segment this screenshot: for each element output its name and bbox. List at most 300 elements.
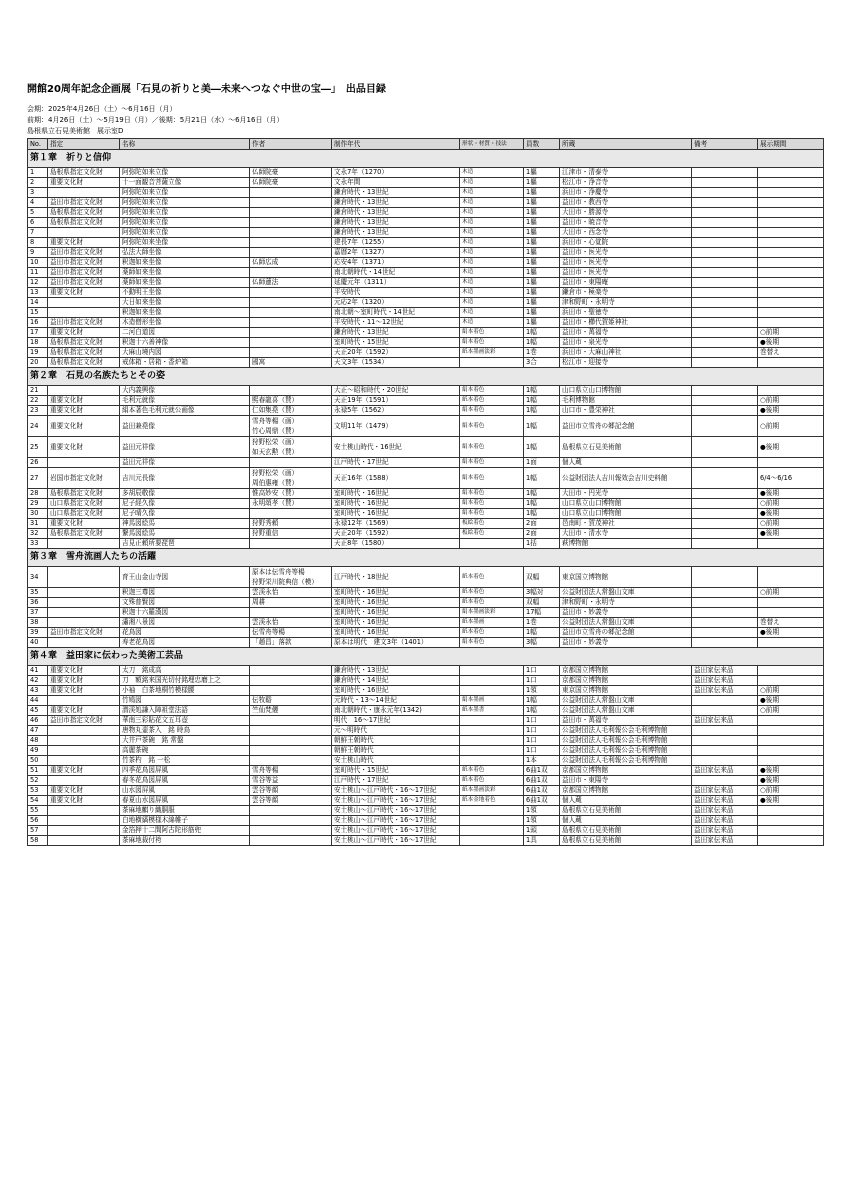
cell-collection: 益田市・医光寺 bbox=[560, 258, 692, 268]
cell-artist: 仏師院豪 bbox=[250, 178, 332, 188]
cell-medium: 木造 bbox=[460, 218, 524, 228]
cell-artist: 熙春龍喜（賛） bbox=[250, 396, 332, 406]
cell-designation bbox=[48, 188, 120, 198]
col-header-designation: 指定 bbox=[48, 139, 120, 150]
cell-designation: 岩国市指定文化財 bbox=[48, 468, 120, 489]
cell-artist: 狩野松栄（画） 如天玄勲（賛） bbox=[250, 437, 332, 458]
cell-display-period bbox=[758, 238, 824, 248]
cell-date: 室町時代・15世紀 bbox=[332, 766, 460, 776]
table-row bbox=[28, 826, 824, 836]
cell-collection: 島根県立石見美術館 bbox=[560, 836, 692, 846]
cell-medium: 紙本着色 bbox=[460, 567, 524, 588]
cell-notes bbox=[692, 298, 758, 308]
table-row bbox=[28, 796, 824, 806]
cell-display-period bbox=[758, 358, 824, 368]
cell-display-period bbox=[758, 836, 824, 846]
cell-artist: 雲渓永怡 bbox=[250, 618, 332, 628]
cell-item-no: 45 bbox=[28, 706, 48, 716]
cell-item-no: 40 bbox=[28, 638, 48, 648]
cell-item-no: 4 bbox=[28, 198, 48, 208]
cell-date: 永禄12年（1569） bbox=[332, 519, 460, 529]
cell-item-name: 阿弥陀如来立像 bbox=[120, 208, 250, 218]
col-header-display-period: 展示期間 bbox=[758, 139, 824, 150]
cell-collection: 京都国立博物館 bbox=[560, 766, 692, 776]
cell-medium: 絹本着色 bbox=[460, 386, 524, 396]
cell-artist: 仏師広成 bbox=[250, 258, 332, 268]
cell-medium: 絹本着色 bbox=[460, 328, 524, 338]
cell-notes bbox=[692, 268, 758, 278]
cell-display-period bbox=[758, 676, 824, 686]
cell-artist bbox=[250, 248, 332, 258]
cell-collection: 個人蔵 bbox=[560, 458, 692, 468]
cell-count: 1軀 bbox=[524, 318, 560, 328]
cell-item-name: 華南三彩貼花文五耳壺 bbox=[120, 716, 250, 726]
table-row bbox=[28, 836, 824, 846]
table-row bbox=[28, 676, 824, 686]
cell-artist bbox=[250, 826, 332, 836]
cell-notes bbox=[692, 746, 758, 756]
table-row bbox=[28, 386, 824, 396]
cell-artist bbox=[250, 716, 332, 726]
cell-collection: 京都国立博物館 bbox=[560, 676, 692, 686]
cell-artist bbox=[250, 228, 332, 238]
cell-notes bbox=[692, 509, 758, 519]
cell-display-period bbox=[758, 218, 824, 228]
cell-date: 元応2年（1320） bbox=[332, 298, 460, 308]
cell-date: 朝鮮王朝時代 bbox=[332, 736, 460, 746]
cell-artist: 竺仙梵僊 bbox=[250, 706, 332, 716]
cell-item-name: 春夏山水図屏風 bbox=[120, 796, 250, 806]
cell-notes bbox=[692, 696, 758, 706]
cell-collection: 益田市・教西寺 bbox=[560, 198, 692, 208]
cell-notes bbox=[692, 318, 758, 328]
cell-notes: 益田家伝来品 bbox=[692, 716, 758, 726]
cell-date: 南北朝～室町時代・14世紀 bbox=[332, 308, 460, 318]
cell-notes bbox=[692, 348, 758, 358]
cell-count: 1頭 bbox=[524, 826, 560, 836]
cell-date: 天正19年（1591） bbox=[332, 396, 460, 406]
cell-count: 2面 bbox=[524, 529, 560, 539]
cell-designation: 益田市指定文化財 bbox=[48, 628, 120, 638]
cell-notes bbox=[692, 188, 758, 198]
cell-medium: 紙本着色 bbox=[460, 628, 524, 638]
col-header-name: 名称 bbox=[120, 139, 250, 150]
cell-notes bbox=[692, 416, 758, 437]
cell-item-name: 尼子晴久像 bbox=[120, 509, 250, 519]
cell-date: 元時代・13～14世紀 bbox=[332, 696, 460, 706]
cell-medium: 絹本着色 bbox=[460, 416, 524, 437]
cell-collection: 山口県立山口博物館 bbox=[560, 499, 692, 509]
cell-designation: 島根県指定文化財 bbox=[48, 358, 120, 368]
cell-item-no: 50 bbox=[28, 756, 48, 766]
cell-collection: 津和野町・永明寺 bbox=[560, 598, 692, 608]
cell-designation: 島根県指定文化財 bbox=[48, 529, 120, 539]
cell-count: 6曲1双 bbox=[524, 776, 560, 786]
cell-collection: 益田市・東陽庵 bbox=[560, 278, 692, 288]
cell-date: 南北朝時代・14世紀 bbox=[332, 268, 460, 278]
cell-notes bbox=[692, 736, 758, 746]
cell-count: 1幅 bbox=[524, 338, 560, 348]
cell-designation: 重要文化財 bbox=[48, 666, 120, 676]
table-row bbox=[28, 509, 824, 519]
table-row bbox=[28, 638, 824, 648]
cell-medium: 紙本墨画淡彩 bbox=[460, 786, 524, 796]
cell-collection: 松江市・迎接寺 bbox=[560, 358, 692, 368]
cell-item-no: 18 bbox=[28, 338, 48, 348]
cell-display-period: ●後期 bbox=[758, 509, 824, 519]
cell-medium: 紙本金地着色 bbox=[460, 796, 524, 806]
cell-count: 1軀 bbox=[524, 218, 560, 228]
cell-count: 1軀 bbox=[524, 278, 560, 288]
chapter-title: 第２章 石見の名族たちとその姿 bbox=[28, 368, 824, 386]
table-row bbox=[28, 746, 824, 756]
cell-date: 元～明時代 bbox=[332, 726, 460, 736]
cell-item-name: 唐物丸壷茶入 銘 時鳥 bbox=[120, 726, 250, 736]
cell-date: 天正16年（1588） bbox=[332, 468, 460, 489]
cell-artist bbox=[250, 806, 332, 816]
cell-designation: 島根県指定文化財 bbox=[48, 338, 120, 348]
cell-count: 双幅 bbox=[524, 598, 560, 608]
cell-medium bbox=[460, 539, 524, 549]
cell-item-name: 潜渓処謙入障祖堂法語 bbox=[120, 706, 250, 716]
cell-artist bbox=[250, 308, 332, 318]
cell-display-period bbox=[758, 248, 824, 258]
cell-count: 1軀 bbox=[524, 268, 560, 278]
cell-collection: 松江市・浄音寺 bbox=[560, 178, 692, 188]
cell-designation: 重要文化財 bbox=[48, 519, 120, 529]
table-row bbox=[28, 358, 824, 368]
cell-artist: 永明頌孝（賛） bbox=[250, 499, 332, 509]
cell-display-period bbox=[758, 826, 824, 836]
cell-date: 天正20年（1592） bbox=[332, 348, 460, 358]
cell-collection: 益田市・医光寺 bbox=[560, 268, 692, 278]
cell-count: 1幅 bbox=[524, 489, 560, 499]
cell-collection: 益田市・妙義寺 bbox=[560, 638, 692, 648]
chapter-heading-row bbox=[28, 648, 824, 666]
cell-notes bbox=[692, 608, 758, 618]
table-row bbox=[28, 238, 824, 248]
cell-medium: 木造 bbox=[460, 178, 524, 188]
cell-designation bbox=[48, 726, 120, 736]
cell-collection: 益田市・妙義寺 bbox=[560, 608, 692, 618]
cell-item-no: 11 bbox=[28, 268, 48, 278]
cell-artist: 狩野秀頼 bbox=[250, 519, 332, 529]
cell-collection: 益田市・萬福寺 bbox=[560, 716, 692, 726]
cell-date: 江戸時代・17世紀 bbox=[332, 458, 460, 468]
cell-artist: 狩野松栄（画） 周伯惠雍（賛） bbox=[250, 468, 332, 489]
cell-display-period bbox=[758, 608, 824, 618]
table-row bbox=[28, 406, 824, 416]
table-row bbox=[28, 588, 824, 598]
cell-medium: 木造 bbox=[460, 278, 524, 288]
table-row bbox=[28, 298, 824, 308]
cell-item-name: 四季花鳥図屏風 bbox=[120, 766, 250, 776]
cell-artist: 國寓 bbox=[250, 358, 332, 368]
cell-count: 1幅 bbox=[524, 416, 560, 437]
cell-artist: 雲谷等顔 bbox=[250, 796, 332, 806]
cell-date: 建長7年（1255） bbox=[332, 238, 460, 248]
cell-artist: 「趙昌」落款 bbox=[250, 638, 332, 648]
cell-artist: 狩野重信 bbox=[250, 529, 332, 539]
cell-medium bbox=[460, 816, 524, 826]
cell-collection: 島根県立石見美術館 bbox=[560, 437, 692, 458]
table-row bbox=[28, 416, 824, 437]
cell-item-name: 多胡辰敬像 bbox=[120, 489, 250, 499]
cell-count: 1面 bbox=[524, 458, 560, 468]
cell-display-period bbox=[758, 268, 824, 278]
table-row bbox=[28, 726, 824, 736]
cell-item-name: 大日如来坐像 bbox=[120, 298, 250, 308]
cell-item-name: 阿弥陀如来坐像 bbox=[120, 238, 250, 248]
cell-medium: 絹本着色 bbox=[460, 499, 524, 509]
cell-item-no: 1 bbox=[28, 168, 48, 178]
table-row bbox=[28, 618, 824, 628]
cell-medium: 木造 bbox=[460, 228, 524, 238]
cell-item-name: 弘法大師坐像 bbox=[120, 248, 250, 258]
cell-notes: 益田家伝来品 bbox=[692, 686, 758, 696]
cell-date: 室町時代・16世紀 bbox=[332, 598, 460, 608]
cell-date: 安土桃山～江戸時代・16～17世紀 bbox=[332, 806, 460, 816]
cell-artist: 伝牧谿 bbox=[250, 696, 332, 706]
cell-medium: 絹本着色 bbox=[460, 468, 524, 489]
cell-medium: 木造 bbox=[460, 168, 524, 178]
cell-collection: 益田市・暁音寺 bbox=[560, 218, 692, 228]
cell-count: 1口 bbox=[524, 716, 560, 726]
cell-item-no: 54 bbox=[28, 796, 48, 806]
cell-count: 1幅 bbox=[524, 437, 560, 458]
cell-item-no: 55 bbox=[28, 806, 48, 816]
cell-date: 文明11年（1479） bbox=[332, 416, 460, 437]
cell-designation bbox=[48, 806, 120, 816]
cell-notes bbox=[692, 208, 758, 218]
table-row bbox=[28, 248, 824, 258]
cell-collection: 京都国立博物館 bbox=[560, 666, 692, 676]
cell-item-name: 尼子経久像 bbox=[120, 499, 250, 509]
cell-artist bbox=[250, 328, 332, 338]
cell-item-name: 山水図屏風 bbox=[120, 786, 250, 796]
cell-designation: 重要文化財 bbox=[48, 706, 120, 716]
cell-notes bbox=[692, 406, 758, 416]
cell-item-no: 48 bbox=[28, 736, 48, 746]
table-row bbox=[28, 288, 824, 298]
cell-designation: 山口県指定文化財 bbox=[48, 509, 120, 519]
cell-item-no: 6 bbox=[28, 218, 48, 228]
table-row bbox=[28, 716, 824, 726]
cell-item-name: 十一面観音菩薩立像 bbox=[120, 178, 250, 188]
cell-item-no: 14 bbox=[28, 298, 48, 308]
exhibition-info bbox=[27, 104, 823, 137]
cell-designation: 島根県指定文化財 bbox=[48, 208, 120, 218]
cell-date: 応安4年（1371） bbox=[332, 258, 460, 268]
cell-count: 17幅 bbox=[524, 608, 560, 618]
cell-item-name: 寿老花鳥図 bbox=[120, 638, 250, 648]
cell-count: 1領 bbox=[524, 806, 560, 816]
cell-item-no: 7 bbox=[28, 228, 48, 238]
table-row bbox=[28, 598, 824, 608]
cell-collection: 浜田市・大麻山神社 bbox=[560, 348, 692, 358]
cell-count: 1幅 bbox=[524, 328, 560, 338]
cell-designation bbox=[48, 458, 120, 468]
cell-artist bbox=[250, 816, 332, 826]
cell-display-period: ●後期 bbox=[758, 696, 824, 706]
cell-designation: 重要文化財 bbox=[48, 796, 120, 806]
cell-medium: 絹本墨画 bbox=[460, 696, 524, 706]
cell-count: 1口 bbox=[524, 746, 560, 756]
cell-item-no: 20 bbox=[28, 358, 48, 368]
cell-notes bbox=[692, 396, 758, 406]
cell-item-no: 28 bbox=[28, 489, 48, 499]
cell-notes bbox=[692, 178, 758, 188]
cell-medium: 紙本着色 bbox=[460, 396, 524, 406]
cell-item-name: 大内義興像 bbox=[120, 386, 250, 396]
exhibition-venue: 島根県立石見美術館 展示室D bbox=[27, 127, 124, 135]
cell-count: 1軀 bbox=[524, 198, 560, 208]
cell-item-name: 高麗茶碗 bbox=[120, 746, 250, 756]
cell-artist bbox=[250, 318, 332, 328]
cell-display-period bbox=[758, 816, 824, 826]
cell-count: 1軀 bbox=[524, 248, 560, 258]
cell-artist bbox=[250, 348, 332, 358]
cell-date: 鎌倉時代・13世紀 bbox=[332, 188, 460, 198]
cell-date: 安土桃山～江戸時代・16～17世紀 bbox=[332, 826, 460, 836]
cell-notes bbox=[692, 278, 758, 288]
cell-notes bbox=[692, 358, 758, 368]
cell-item-name: 茶麻地麒り織胴服 bbox=[120, 806, 250, 816]
cell-notes bbox=[692, 567, 758, 588]
cell-count: 1口 bbox=[524, 726, 560, 736]
cell-count: 1幅 bbox=[524, 628, 560, 638]
table-row bbox=[28, 178, 824, 188]
cell-count: 1幅 bbox=[524, 499, 560, 509]
cell-display-period: ●後期 bbox=[758, 776, 824, 786]
cell-collection: 萩博物館 bbox=[560, 539, 692, 549]
cell-artist bbox=[250, 298, 332, 308]
cell-designation: 重要文化財 bbox=[48, 328, 120, 338]
cell-display-period bbox=[758, 539, 824, 549]
cell-count: 1幅 bbox=[524, 386, 560, 396]
cell-display-period bbox=[758, 188, 824, 198]
cell-medium: 紙本墨画淡彩 bbox=[460, 348, 524, 358]
cell-collection: 毛利博物館 bbox=[560, 396, 692, 406]
cell-artist bbox=[250, 608, 332, 618]
cell-item-name: 育王山金山寺図 bbox=[120, 567, 250, 588]
cell-designation bbox=[48, 816, 120, 826]
cell-date: 平安時代・11～12世紀 bbox=[332, 318, 460, 328]
cell-designation bbox=[48, 539, 120, 549]
cell-display-period bbox=[758, 278, 824, 288]
cell-date: 江戸時代・18世紀 bbox=[332, 567, 460, 588]
cell-notes bbox=[692, 248, 758, 258]
col-header-date: 制作年代 bbox=[332, 139, 460, 150]
cell-collection: 東京国立博物館 bbox=[560, 686, 692, 696]
cell-artist bbox=[250, 836, 332, 846]
cell-collection: 公益財団法人常盤山文庫 bbox=[560, 588, 692, 598]
table-row bbox=[28, 529, 824, 539]
table-row bbox=[28, 608, 824, 618]
cell-collection: 山口県立山口博物館 bbox=[560, 386, 692, 396]
cell-count: 1領 bbox=[524, 816, 560, 826]
cell-collection: 京都国立博物館 bbox=[560, 786, 692, 796]
cell-designation: 重要文化財 bbox=[48, 416, 120, 437]
cell-date: 安土桃山～江戸時代・16～17世紀 bbox=[332, 796, 460, 806]
cell-date: 鎌倉時代・13世紀 bbox=[332, 228, 460, 238]
cell-count: 3幅対 bbox=[524, 588, 560, 598]
cell-artist: 仁如集堯（賛） bbox=[250, 406, 332, 416]
cell-item-no: 56 bbox=[28, 816, 48, 826]
cell-artist bbox=[250, 238, 332, 248]
cell-display-period bbox=[758, 666, 824, 676]
cell-medium bbox=[460, 826, 524, 836]
cell-notes bbox=[692, 638, 758, 648]
cell-collection: 個人蔵 bbox=[560, 816, 692, 826]
cell-designation: 島根県指定文化財 bbox=[48, 489, 120, 499]
cell-designation: 重要文化財 bbox=[48, 238, 120, 248]
cell-medium bbox=[460, 756, 524, 766]
cell-notes bbox=[692, 328, 758, 338]
cell-display-period bbox=[758, 746, 824, 756]
cell-item-name: 釈迦十六羅漢図 bbox=[120, 608, 250, 618]
cell-designation: 益田市指定文化財 bbox=[48, 198, 120, 208]
cell-artist bbox=[250, 676, 332, 686]
table-row bbox=[28, 437, 824, 458]
cell-item-name: 小袖 白茶地桐竹模様腰 bbox=[120, 686, 250, 696]
cell-display-period: ●後期 bbox=[758, 338, 824, 348]
cell-item-name: 太刀 銘成高 bbox=[120, 666, 250, 676]
cell-display-period: ●後期 bbox=[758, 766, 824, 776]
cell-item-no: 41 bbox=[28, 666, 48, 676]
cell-item-name: 吉見正頼所要琵琶 bbox=[120, 539, 250, 549]
cell-item-name: 釈迦十六善神像 bbox=[120, 338, 250, 348]
cell-designation: 重要文化財 bbox=[48, 437, 120, 458]
chapter-title: 第１章 祈りと信仰 bbox=[28, 150, 824, 168]
table-row bbox=[28, 348, 824, 358]
cell-item-name: 釈迦如来坐像 bbox=[120, 308, 250, 318]
cell-display-period: ●後期 bbox=[758, 437, 824, 458]
cell-count: 1軀 bbox=[524, 168, 560, 178]
cell-display-period bbox=[758, 198, 824, 208]
catalog-body bbox=[28, 150, 824, 846]
cell-date: 室町時代・16世紀 bbox=[332, 509, 460, 519]
cell-item-name: 益田元祥像 bbox=[120, 437, 250, 458]
cell-medium: 絹本着色 bbox=[460, 338, 524, 348]
cell-medium: 木造 bbox=[460, 288, 524, 298]
cell-count: 6曲1双 bbox=[524, 786, 560, 796]
cell-count: 1軀 bbox=[524, 238, 560, 248]
cell-designation bbox=[48, 228, 120, 238]
table-row bbox=[28, 696, 824, 706]
cell-count: 6曲1双 bbox=[524, 796, 560, 806]
cell-medium: 木造 bbox=[460, 298, 524, 308]
cell-count: 1具 bbox=[524, 836, 560, 846]
cell-date: 安土桃山～江戸時代・16～17世紀 bbox=[332, 786, 460, 796]
cell-designation bbox=[48, 588, 120, 598]
cell-date: 天文3年（1534） bbox=[332, 358, 460, 368]
cell-item-no: 57 bbox=[28, 826, 48, 836]
cell-artist bbox=[250, 686, 332, 696]
cell-display-period: ●後期 bbox=[758, 406, 824, 416]
cell-item-no: 15 bbox=[28, 308, 48, 318]
document-title: 開館20周年記念企画展「石見の祈りと美―未来へつなぐ中世の宝―」 出品目録 bbox=[27, 84, 386, 95]
cell-artist bbox=[250, 386, 332, 396]
cell-medium: 板絵着色 bbox=[460, 529, 524, 539]
table-row bbox=[28, 519, 824, 529]
table-row bbox=[28, 786, 824, 796]
table-row bbox=[28, 686, 824, 696]
table-row bbox=[28, 756, 824, 766]
cell-item-name: 薬師如来坐像 bbox=[120, 278, 250, 288]
cell-artist bbox=[250, 208, 332, 218]
cell-designation: 重要文化財 bbox=[48, 288, 120, 298]
